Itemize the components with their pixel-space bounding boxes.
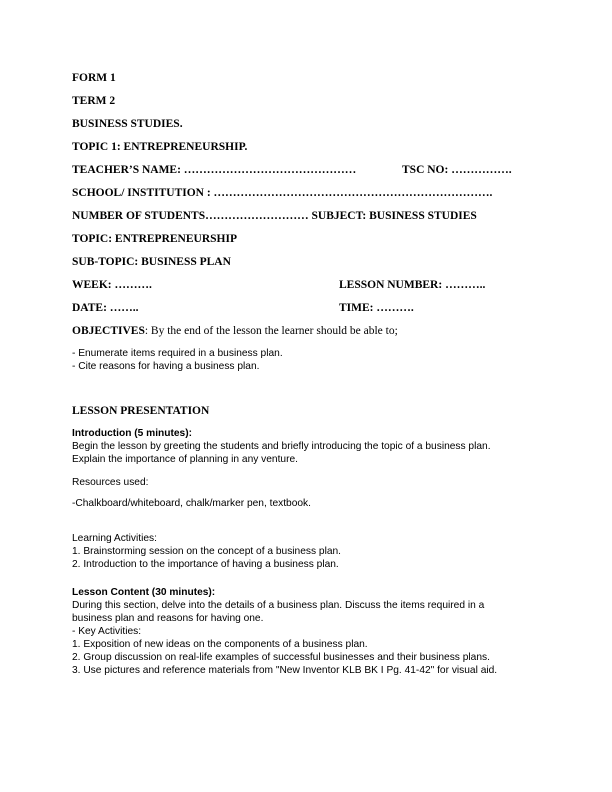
form-line: FORM 1 bbox=[72, 72, 116, 84]
introduction-heading: Introduction (5 minutes): bbox=[72, 428, 192, 439]
date-line: DATE: …….. bbox=[72, 302, 139, 314]
resources-label: Resources used: bbox=[72, 477, 149, 488]
lesson-number-line: LESSON NUMBER: ……….. bbox=[339, 279, 486, 291]
students-subject-line: NUMBER OF STUDENTS……………………… SUBJECT: BUSINESS STUDIES bbox=[72, 210, 477, 222]
intro-line: Begin the lesson by greeting the students and briefly introducing the topic of a business plan. bbox=[72, 441, 491, 452]
content-line: 3. Use pictures and reference materials from "New Inventor KLB BK I Pg. 41-42" for visual aid. bbox=[72, 665, 498, 676]
subject-title: BUSINESS STUDIES. bbox=[72, 118, 183, 130]
objectives-intro: : By the end of the lesson the learner should be able to; bbox=[144, 325, 398, 337]
topic-one-line: TOPIC 1: ENTREPRENEURSHIP. bbox=[72, 141, 248, 153]
topic-line: TOPIC: ENTREPRENEURSHIP bbox=[72, 233, 237, 245]
objectives-line bbox=[72, 325, 398, 337]
learning-activities-label: Learning Activities: bbox=[72, 533, 157, 544]
objectives-label: OBJECTIVES bbox=[72, 325, 145, 337]
lesson-presentation-heading: LESSON PRESENTATION bbox=[72, 405, 210, 417]
school-line: SCHOOL/ INSTITUTION : ………………………………………………………………. bbox=[72, 187, 493, 199]
content-line: 2. Group discussion on real-life examples of successful businesses and their business plans. bbox=[72, 652, 490, 663]
time-line: TIME: ………. bbox=[339, 302, 414, 314]
objective-item: - Enumerate items required in a business plan. bbox=[72, 348, 283, 359]
intro-line: Explain the importance of planning in any venture. bbox=[72, 454, 298, 465]
subtopic-line: SUB-TOPIC: BUSINESS PLAN bbox=[72, 256, 231, 268]
tsc-no-line: TSC NO: ……………. bbox=[402, 164, 512, 176]
lesson-content-heading: Lesson Content (30 minutes): bbox=[72, 587, 216, 598]
teacher-name-line: TEACHER’S NAME: ……………………………………… bbox=[72, 164, 357, 176]
content-line: - Key Activities: bbox=[72, 626, 142, 637]
term-line: TERM 2 bbox=[72, 95, 116, 107]
content-line: business plan and reasons for having one. bbox=[72, 613, 264, 624]
activity-item: 2. Introduction to the importance of having a business plan. bbox=[72, 559, 339, 570]
content-line: During this section, delve into the details of a business plan. Discuss the items required in a bbox=[72, 600, 485, 611]
activity-item: 1. Brainstorming session on the concept of a business plan. bbox=[72, 546, 341, 557]
resources-text: -Chalkboard/whiteboard, chalk/marker pen, textbook. bbox=[72, 498, 311, 509]
content-line: 1. Exposition of new ideas on the components of a business plan. bbox=[72, 639, 368, 650]
objective-item: - Cite reasons for having a business plan. bbox=[72, 361, 260, 372]
week-line: WEEK: ………. bbox=[72, 279, 152, 291]
